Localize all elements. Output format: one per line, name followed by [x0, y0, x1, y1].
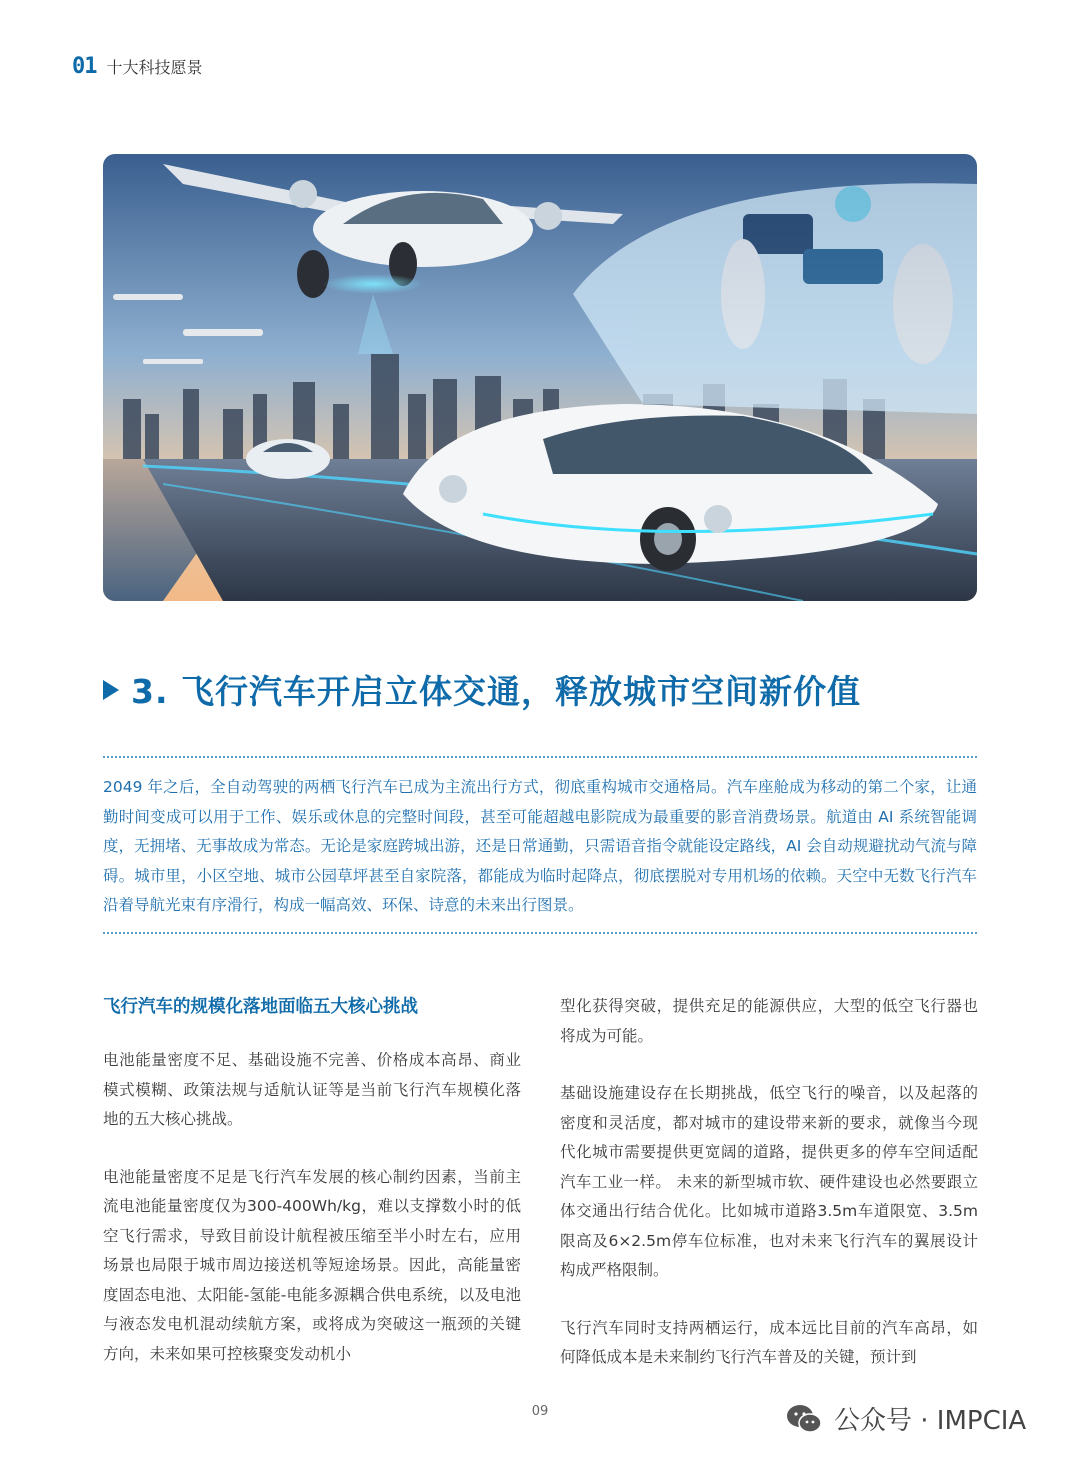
body-paragraph: 电池能量密度不足、基础设施不完善、价格成本高昂、商业模式模糊、政策法规与适航认证等是当前飞行汽车规模化落地的五大核心挑战。 — [103, 1051, 521, 1128]
body-paragraph: 型化获得突破，提供充足的能源供应，大型的低空飞行器也将成为可能。 — [560, 997, 978, 1045]
triangle-bullet-icon — [103, 680, 119, 700]
page-number: 09 — [531, 1404, 549, 1419]
watermark-text: 公众号 · IMPCIA — [834, 1406, 1027, 1436]
divider-top — [103, 756, 977, 758]
body-paragraph: 基础设施建设存在长期挑战，低空飞行的噪音，以及起落的密度和灵活度，都对城市的建设带来新的要求，就像当今现代化城市需要提供更宽阔的道路，提供更多的停车空间适配汽车工业一样。 未来的新型城市软、硬件建设也必然要跟立体交通出行结合优化。比如城市道路3.5m车道限宽、3.5m限高及6×2.5m停车位标准，也对未来飞行汽车的翼展设计构成严格限制。 — [560, 1084, 978, 1279]
divider-bottom — [103, 932, 977, 934]
right-column — [560, 992, 978, 1401]
watermark — [786, 1400, 1026, 1437]
headline-text: 3. 飞行汽车开启立体交通，释放城市空间新价值 — [131, 672, 861, 711]
hero-illustration — [103, 154, 977, 601]
subheading: 飞行汽车的规模化落地面临五大核心挑战 — [103, 997, 418, 1017]
page-header — [72, 52, 203, 80]
intro-paragraph: 2049 年之后，全自动驾驶的两栖飞行汽车已成为主流出行方式，彻底重构城市交通格局。汽车座舱成为移动的第二个家，让通勤时间变成可以用于工作、娱乐或休息的完整时间段，甚至可能超越电影院成为最重要的影音消费场景。航道由 AI 系统智能调度，无拥堵、无事故成为常态。无论是家庭跨城出游，还是日常通勤，只需语音指令就能设定路线，AI 会自动规避扰动气流与障碍。城市里，小区空地、城市公园草坪甚至自家院落，都能成为临时起降点，彻底摆脱对专用机场的依赖。天空中无数飞行汽车沿着导航光束有序滑行，构成一幅高效、环保、诗意的未来出行图景。 — [103, 778, 977, 914]
section-headline — [103, 666, 983, 713]
body-paragraph: 飞行汽车同时支持两栖运行，成本远比目前的汽车高昂，如何降低成本是未来制约飞行汽车普及的关键，预计到 — [560, 1318, 978, 1366]
section-title: 十大科技愿景 — [106, 57, 203, 77]
wechat-icon — [786, 1404, 822, 1434]
section-number: 01 — [72, 53, 97, 79]
left-column — [103, 994, 521, 1397]
body-paragraph: 电池能量密度不足是飞行汽车发展的核心制约因素，当前主流电池能量密度仅为300-400Wh/kg，难以支撑数小时的低空飞行需求，导致目前设计航程被压缩至半小时左右，应用场景也局限于城市周边接送机等短途场景。因此，高能量密度固态电池、太阳能-氢能-电能多源耦合供电系统，以及电池与液态发电机混动续航方案，或将成为突破这一瓶颈的关键方向，未来如果可控核聚变发动机小 — [103, 1167, 521, 1363]
